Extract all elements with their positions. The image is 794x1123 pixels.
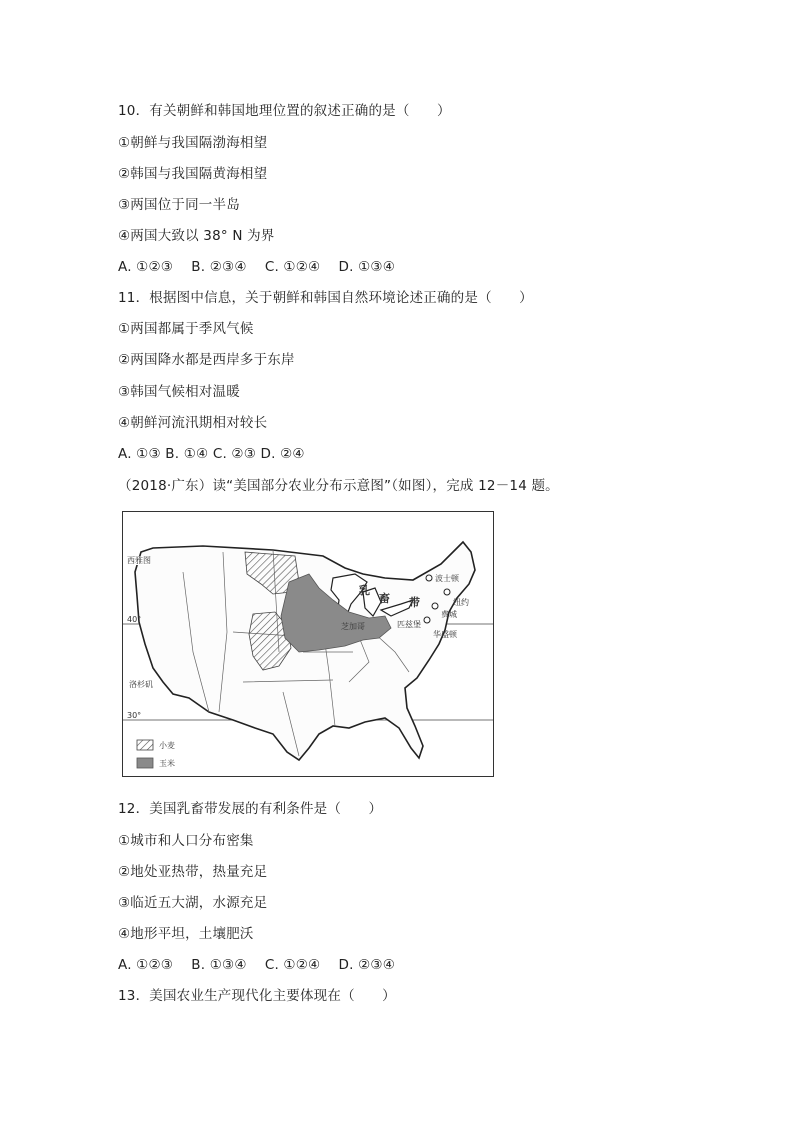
q10-choices: A. ①②③ B. ②③④ C. ①②④ D. ①③④ — [118, 259, 396, 275]
washington-label: 华盛顿 — [433, 630, 457, 639]
legend-wheat-swatch — [137, 740, 153, 750]
philadelphia-marker — [432, 603, 438, 609]
latitude-30-label: 30° — [127, 711, 142, 720]
dairy-belt-char-1: 乳 — [359, 584, 370, 597]
q11-option-3: ③韩国气候相对温暖 — [118, 384, 240, 400]
q11-option-4: ④朝鲜河流汛期相对较长 — [118, 415, 268, 431]
q10-option-3: ③两国位于同一半岛 — [118, 197, 240, 213]
q12-option-2: ②地处亚热带，热量充足 — [118, 864, 268, 880]
q12-option-3: ③临近五大湖，水源充足 — [118, 895, 268, 911]
section-intro: （2018·广东）读“美国部分农业分布示意图”（如图），完成 12－14 题。 — [118, 478, 559, 494]
q11-option-2: ②两国降水都是西岸多于东岸 — [118, 352, 295, 368]
q10-option-2: ②韩国与我国隔黄海相望 — [118, 166, 268, 182]
q12-choices: A. ①②③ B. ①③④ C. ①②④ D. ②③④ — [118, 957, 396, 973]
q10-stem: 10．有关朝鲜和韩国地理位置的叙述正确的是（ ） — [118, 103, 451, 119]
q11-stem: 11．根据图中信息，关于朝鲜和韩国自然环境论述正确的是（ ） — [118, 290, 533, 306]
us-agriculture-map — [122, 511, 494, 777]
seattle-label: 西雅图 — [127, 556, 151, 565]
q11-option-1: ①两国都属于季风气候 — [118, 321, 254, 337]
q12-stem: 12．美国乳畜带发展的有利条件是（ ） — [118, 801, 383, 817]
philadelphia-label: 费城 — [441, 610, 457, 619]
washington-marker — [424, 617, 430, 623]
q10-option-1: ①朝鲜与我国隔渤海相望 — [118, 135, 268, 151]
latitude-40-label: 40° — [127, 615, 142, 624]
q11-choices: A. ①③ B. ①④ C. ②③ D. ②④ — [118, 446, 305, 462]
new-york-marker — [444, 589, 450, 595]
map-drawing — [123, 512, 493, 776]
boston-label: 波士顿 — [435, 574, 459, 583]
new-york-label: 纽约 — [453, 598, 469, 607]
los-angeles-label: 洛杉矶 — [129, 680, 153, 689]
pittsburgh-label: 匹兹堡 — [397, 620, 421, 629]
dairy-belt-char-3: 带 — [409, 596, 420, 609]
q12-option-4: ④地形平坦，土壤肥沃 — [118, 926, 254, 942]
dairy-belt-char-2: 畜 — [379, 592, 390, 605]
chicago-label: 芝加哥 — [341, 622, 365, 631]
boston-marker — [426, 575, 432, 581]
q13-stem: 13．美国农业生产现代化主要体现在（ ） — [118, 988, 396, 1004]
legend-corn-swatch — [137, 758, 153, 768]
legend-corn-label: 玉米 — [159, 759, 175, 768]
q10-option-4: ④两国大致以 38° N 为界 — [118, 228, 275, 244]
legend-wheat-label: 小麦 — [159, 741, 175, 750]
q12-option-1: ①城市和人口分布密集 — [118, 833, 254, 849]
